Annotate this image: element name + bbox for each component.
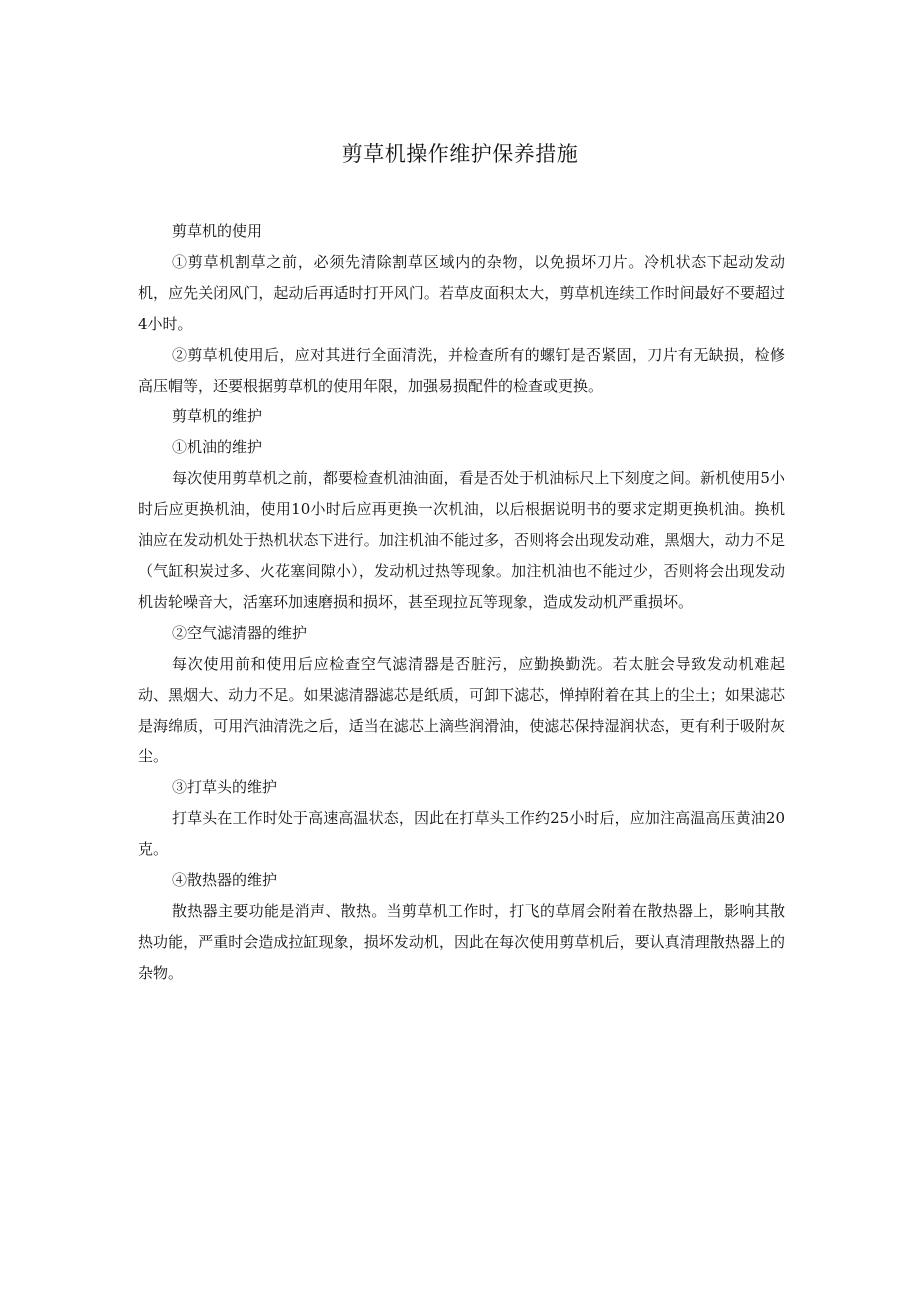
section-heading-usage: 剪草机的使用 bbox=[172, 222, 263, 240]
paragraph-oil: 每次使用剪草机之前，都要检查机油油面，看是否处于机油标尺上下刻度之间。新机使用5小时后应更换机油，使用10小时后应再更换一次机油，以后根据说明书的要求定期更换机油。换机油应在发动机处于热机状态下进行。加注机油不能过多，否则将会出现发动难，黑烟大，动力不足（气缸积炭过多、火花塞间隙小），发动机过热等现象。加注机油也不能过少，否则将会出现发动机齿轮噪音大，活塞环加速磨损和损坏，甚至现拉瓦等现象，造成发动机严重损坏。 bbox=[138, 469, 785, 611]
subheading-oil: ①机油的维护 bbox=[172, 438, 263, 457]
paragraph-trimmer-head: 打草头在工作时处于高速高温状态，因此在打草头工作约25小时后，应加注高温高压黄油20克。 bbox=[138, 809, 785, 859]
document-body bbox=[138, 216, 785, 989]
paragraph-air-filter: 每次使用前和使用后应检查空气滤清器是否脏污，应勤换勤洗。若太脏会导致发动机难起动、黑烟大、动力不足。如果滤清器滤芯是纸质，可卸下滤芯，惮掉附着在其上的尘土；如果滤芯是海绵质，可用汽油清洗之后，适当在滤芯上滴些润滑油，使滤芯保持湿润状态，更有利于吸附灰尘。 bbox=[138, 654, 785, 766]
paragraph-usage-2: ②剪草机使用后，应对其进行全面清洗，并检查所有的螺钉是否紧固，刀片有无缺损，检修高压帽等，还要根据剪草机的使用年限，加强易损配件的检查或更换。 bbox=[138, 345, 785, 395]
document-title: 剪草机操作维护保养措施 bbox=[341, 142, 579, 166]
subheading-trimmer-head: ③打草头的维护 bbox=[172, 778, 278, 797]
paragraph-usage-1: ①剪草机割草之前，必须先清除割草区域内的杂物，以免损坏刀片。冷机状态下起动发动机，应先关闭风门，起动后再适时打开风门。若草皮面积太大，剪草机连续工作时间最好不要超过4小时。 bbox=[138, 252, 785, 333]
subheading-radiator: ④散热器的维护 bbox=[172, 871, 278, 890]
subheading-air-filter: ②空气滤清器的维护 bbox=[172, 623, 308, 642]
paragraph-radiator: 散热器主要功能是消声、散热。当剪草机工作时，打飞的草屑会附着在散热器上，影响其散热功能，严重时会造成拉缸现象，损坏发动机，因此在每次使用剪草机后，要认真清理散热器上的杂物。 bbox=[138, 901, 785, 982]
section-heading-maintenance: 剪草机的维护 bbox=[172, 407, 263, 426]
